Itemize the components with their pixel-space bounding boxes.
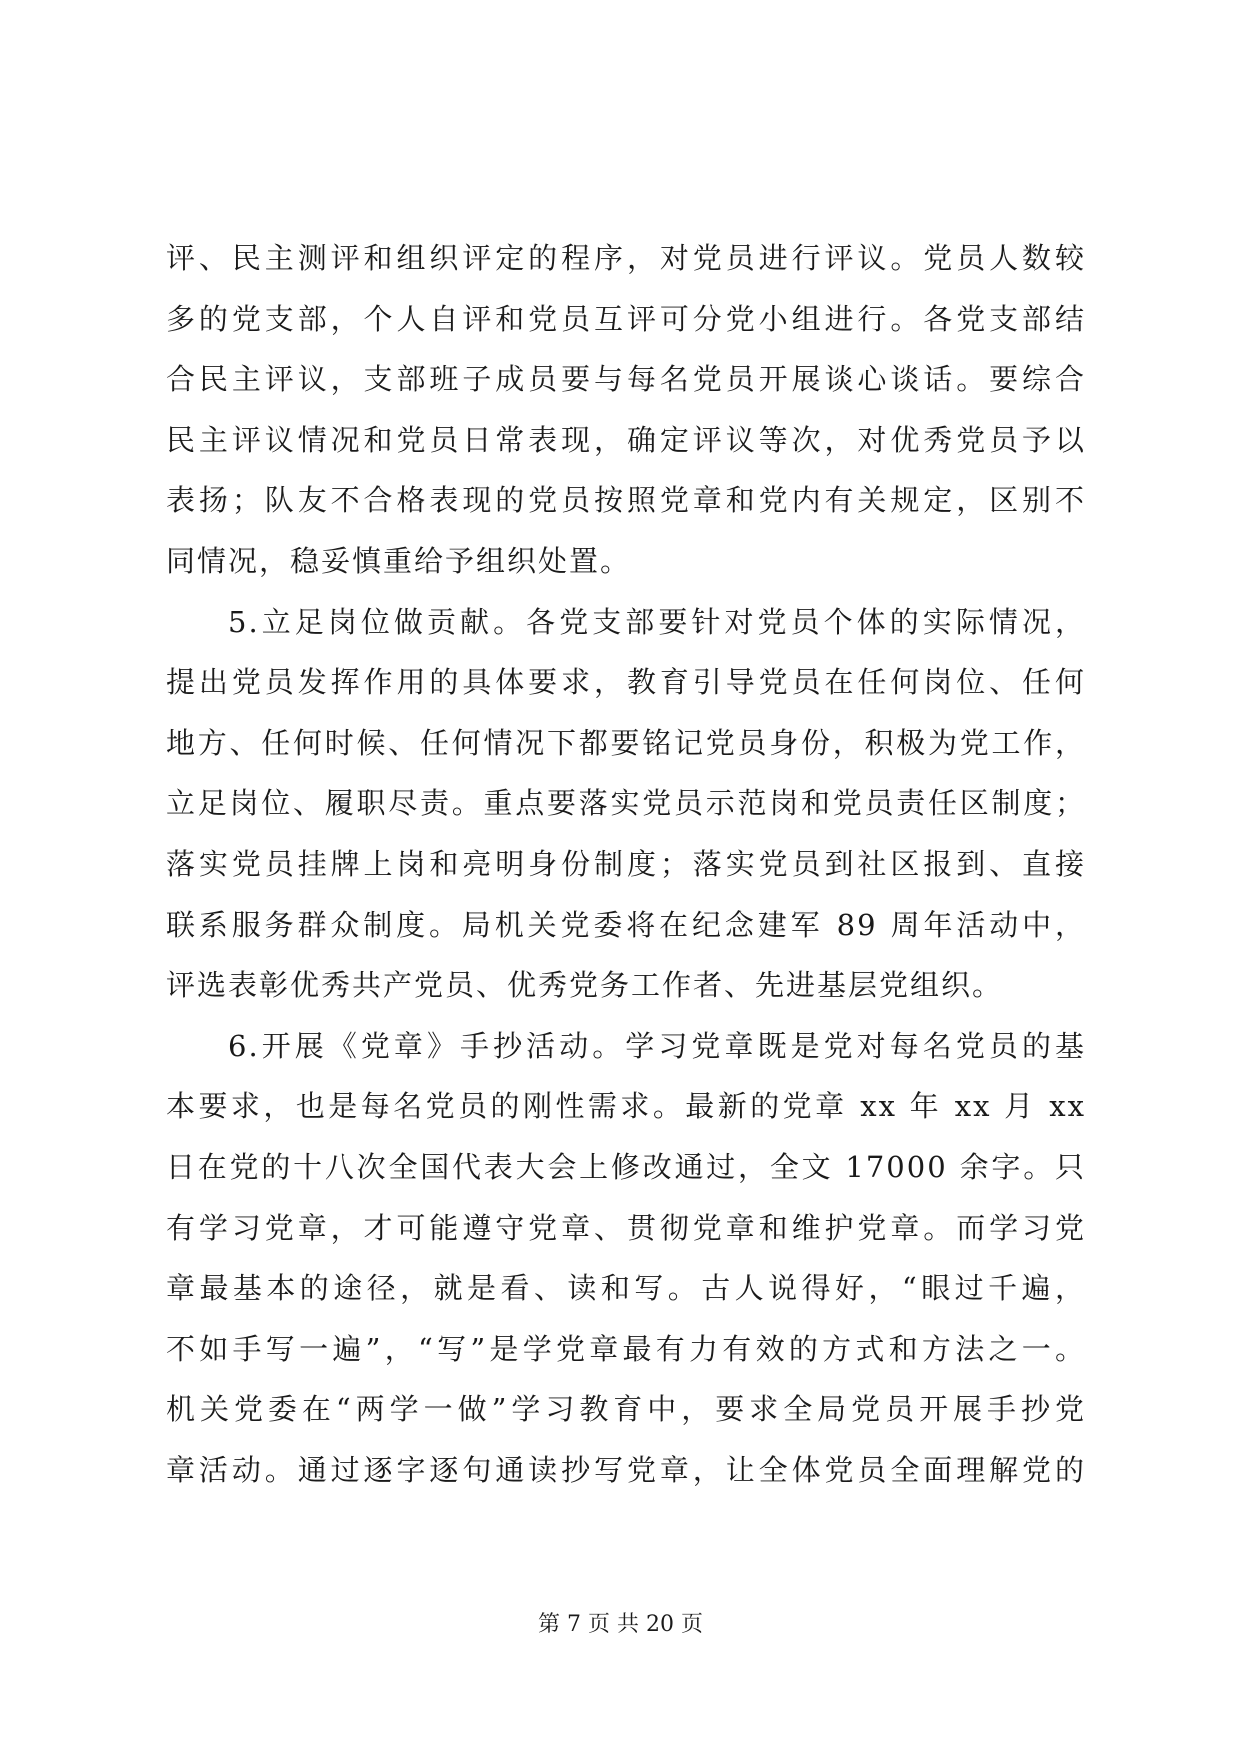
text-line: 合民主评议，支部班子成员要与每名党员开展谈心谈话。要综合 [166,362,1086,397]
text-line: 章最基本的途径，就是看、读和写。古人说得好，“眼过千遍， [166,1271,1086,1306]
text-line: 机关党委在“两学一做”学习教育中，要求全局党员开展手抄党 [166,1392,1086,1427]
text-line: 6.开展《党章》手抄活动。学习党章既是党对每名党员的基 [228,1028,1086,1063]
text-line: 表扬；队友不合格表现的党员按照党章和党内有关规定，区别不 [166,483,1086,518]
text-line: 本要求，也是每名党员的刚性需求。最新的党章 xx 年 xx 月 xx [166,1089,1086,1124]
text-line: 章活动。通过逐字逐句通读抄写党章，让全体党员全面理解党的 [166,1452,1086,1487]
text-line: 评选表彰优秀共产党员、优秀党务工作者、先进基层党组织。 [166,968,1004,1003]
document-body [166,228,1086,1500]
text-line: 5.立足岗位做贡献。各党支部要针对党员个体的实际情况， [228,604,1086,639]
text-line: 地方、任何时候、任何情况下都要铭记党员身份，积极为党工作， [166,725,1086,760]
text-line: 评、民主测评和组织评定的程序，对党员进行评议。党员人数较 [166,241,1086,275]
text-line: 有学习党章，才可能遵守党章、贯彻党章和维护党章。而学习党 [166,1210,1086,1245]
text-line: 立足岗位、履职尽责。重点要落实党员示范岗和党员责任区制度； [166,786,1086,821]
text-line: 不如手写一遍”，“写”是学党章最有力有效的方式和方法之一。 [166,1331,1086,1366]
page-number-footer: 第 7 页 共 20 页 [538,1612,703,1637]
text-line: 落实党员挂牌上岗和亮明身份制度；落实党员到社区报到、直接 [166,846,1086,881]
text-line: 多的党支部，个人自评和党员互评可分党小组进行。各党支部结 [166,301,1086,336]
text-line: 联系服务群众制度。局机关党委将在纪念建军 89 周年活动中， [166,907,1086,942]
text-line: 提出党员发挥作用的具体要求，教育引导党员在任何岗位、任何 [166,665,1086,700]
text-line: 同情况，稳妥慎重给予组织处置。 [166,543,632,578]
text-line: 民主评议情况和党员日常表现，确定评议等次，对优秀党员予以 [166,422,1086,457]
text-line: 日在党的十八次全国代表大会上修改通过，全文 17000 余字。只 [166,1149,1086,1184]
